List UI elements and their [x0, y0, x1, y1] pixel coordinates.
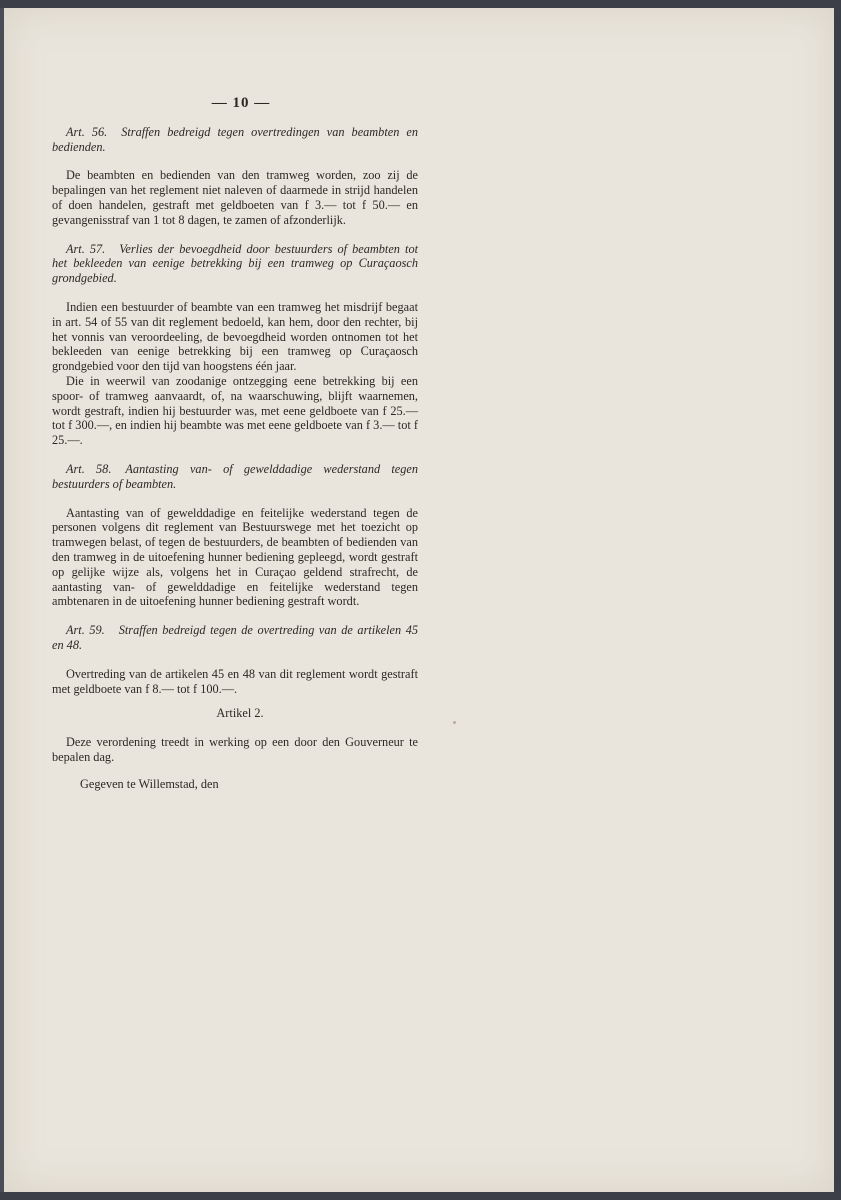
article-number: Art. 59.: [66, 623, 105, 638]
article-paragraph: De beambten en bedienden van den tramweg worden, zoo zij de bepalingen van het reglement niet naleven of daarmede in strijd handelen of doen handelen, gestraft met geldboeten van f 3.— tot f 50.— en gevangenisstraf van 1 tot 8 dagen, te zamen of afzonderlijk.: [52, 168, 418, 227]
document-page: [4, 8, 834, 1192]
closing-line: Gegeven te Willemstad, den: [80, 776, 219, 791]
article-heading-59: [52, 623, 418, 653]
artikel-2-text: Deze verordening treedt in werking op een door den Gouverneur te bepalen dag.: [52, 735, 418, 764]
article-title: Verlies der bevoegdheid door bestuurders of beambten tot het bekleeden van eenige betrekking bij een tramweg op Curaçaosch grondgebied.: [52, 241, 419, 286]
article-paragraph: Die in weerwil van zoodanige ontzegging eene betrekking bij een spoor- of tramweg aanvaardt, of, na waarschuwing, blijft waarnemen, wordt gestraft, indien hij bestuurder was, met eene geldboete van f 25.— tot f 300.—, en indien hij beambte was met eene geldboete van f 3.— tot f 25.—.: [52, 373, 418, 448]
text-column: [52, 96, 418, 791]
artikel-2-title: Artikel 2.: [216, 706, 264, 721]
article-heading-56: [52, 125, 418, 155]
scan-border-bottom: [0, 1192, 841, 1200]
page-number: — 10 —: [211, 95, 271, 111]
article-paragraph: Indien een bestuurder of beambte van een tramweg het misdrijf begaat in art. 54 of 55 van dit reglement bedoeld, kan hem, door den rechter, bij het vonnis van veroordeeling, de bevoegdheid worden ontnomen tot het bekleeden van eenige betrekking bij een tramweg op Curaçaosch grondgebied voor den tijd van hoogstens één jaar.: [52, 299, 418, 374]
article-heading-58: [52, 462, 418, 492]
scan-border-top: [0, 0, 841, 8]
scan-border-right: [834, 0, 841, 1200]
article-number: Art. 57.: [66, 241, 106, 256]
article-number: Art. 56.: [66, 124, 108, 139]
article-number: Art. 58.: [66, 461, 112, 476]
article-paragraph: Aantasting van of gewelddadige en feitelijke wederstand tegen de personen volgens dit reglement van Bestuurswege met het toezicht op tramwegen belast, of tegen de bestuurders, de beambten of bedienden van den tramweg in de uitoefening hunner bediening gepleegd, wordt gestraft op gelijke wijze als, volgens het in Curaçao geldend strafrecht, de aantasting van- of gewelddadige en feitelijke wederstand tegen ambtenaren in de uitoefening hunner bediening gestraft wordt.: [52, 505, 418, 609]
paper-speck: [453, 721, 456, 724]
article-title: Straffen bedreigd tegen de overtreding van de artikelen 45 en 48.: [52, 623, 418, 652]
article-title: Aantasting van- of gewelddadige wederstand tegen bestuurders of beambten.: [52, 461, 419, 491]
article-paragraph: Overtreding van de artikelen 45 en 48 van dit reglement wordt gestraft met geldboete van f 8.— tot f 100.—.: [52, 666, 418, 696]
article-title: Straffen bedreigd tegen overtredingen van beambten en bedienden.: [52, 124, 419, 154]
article-heading-57: [52, 242, 418, 286]
